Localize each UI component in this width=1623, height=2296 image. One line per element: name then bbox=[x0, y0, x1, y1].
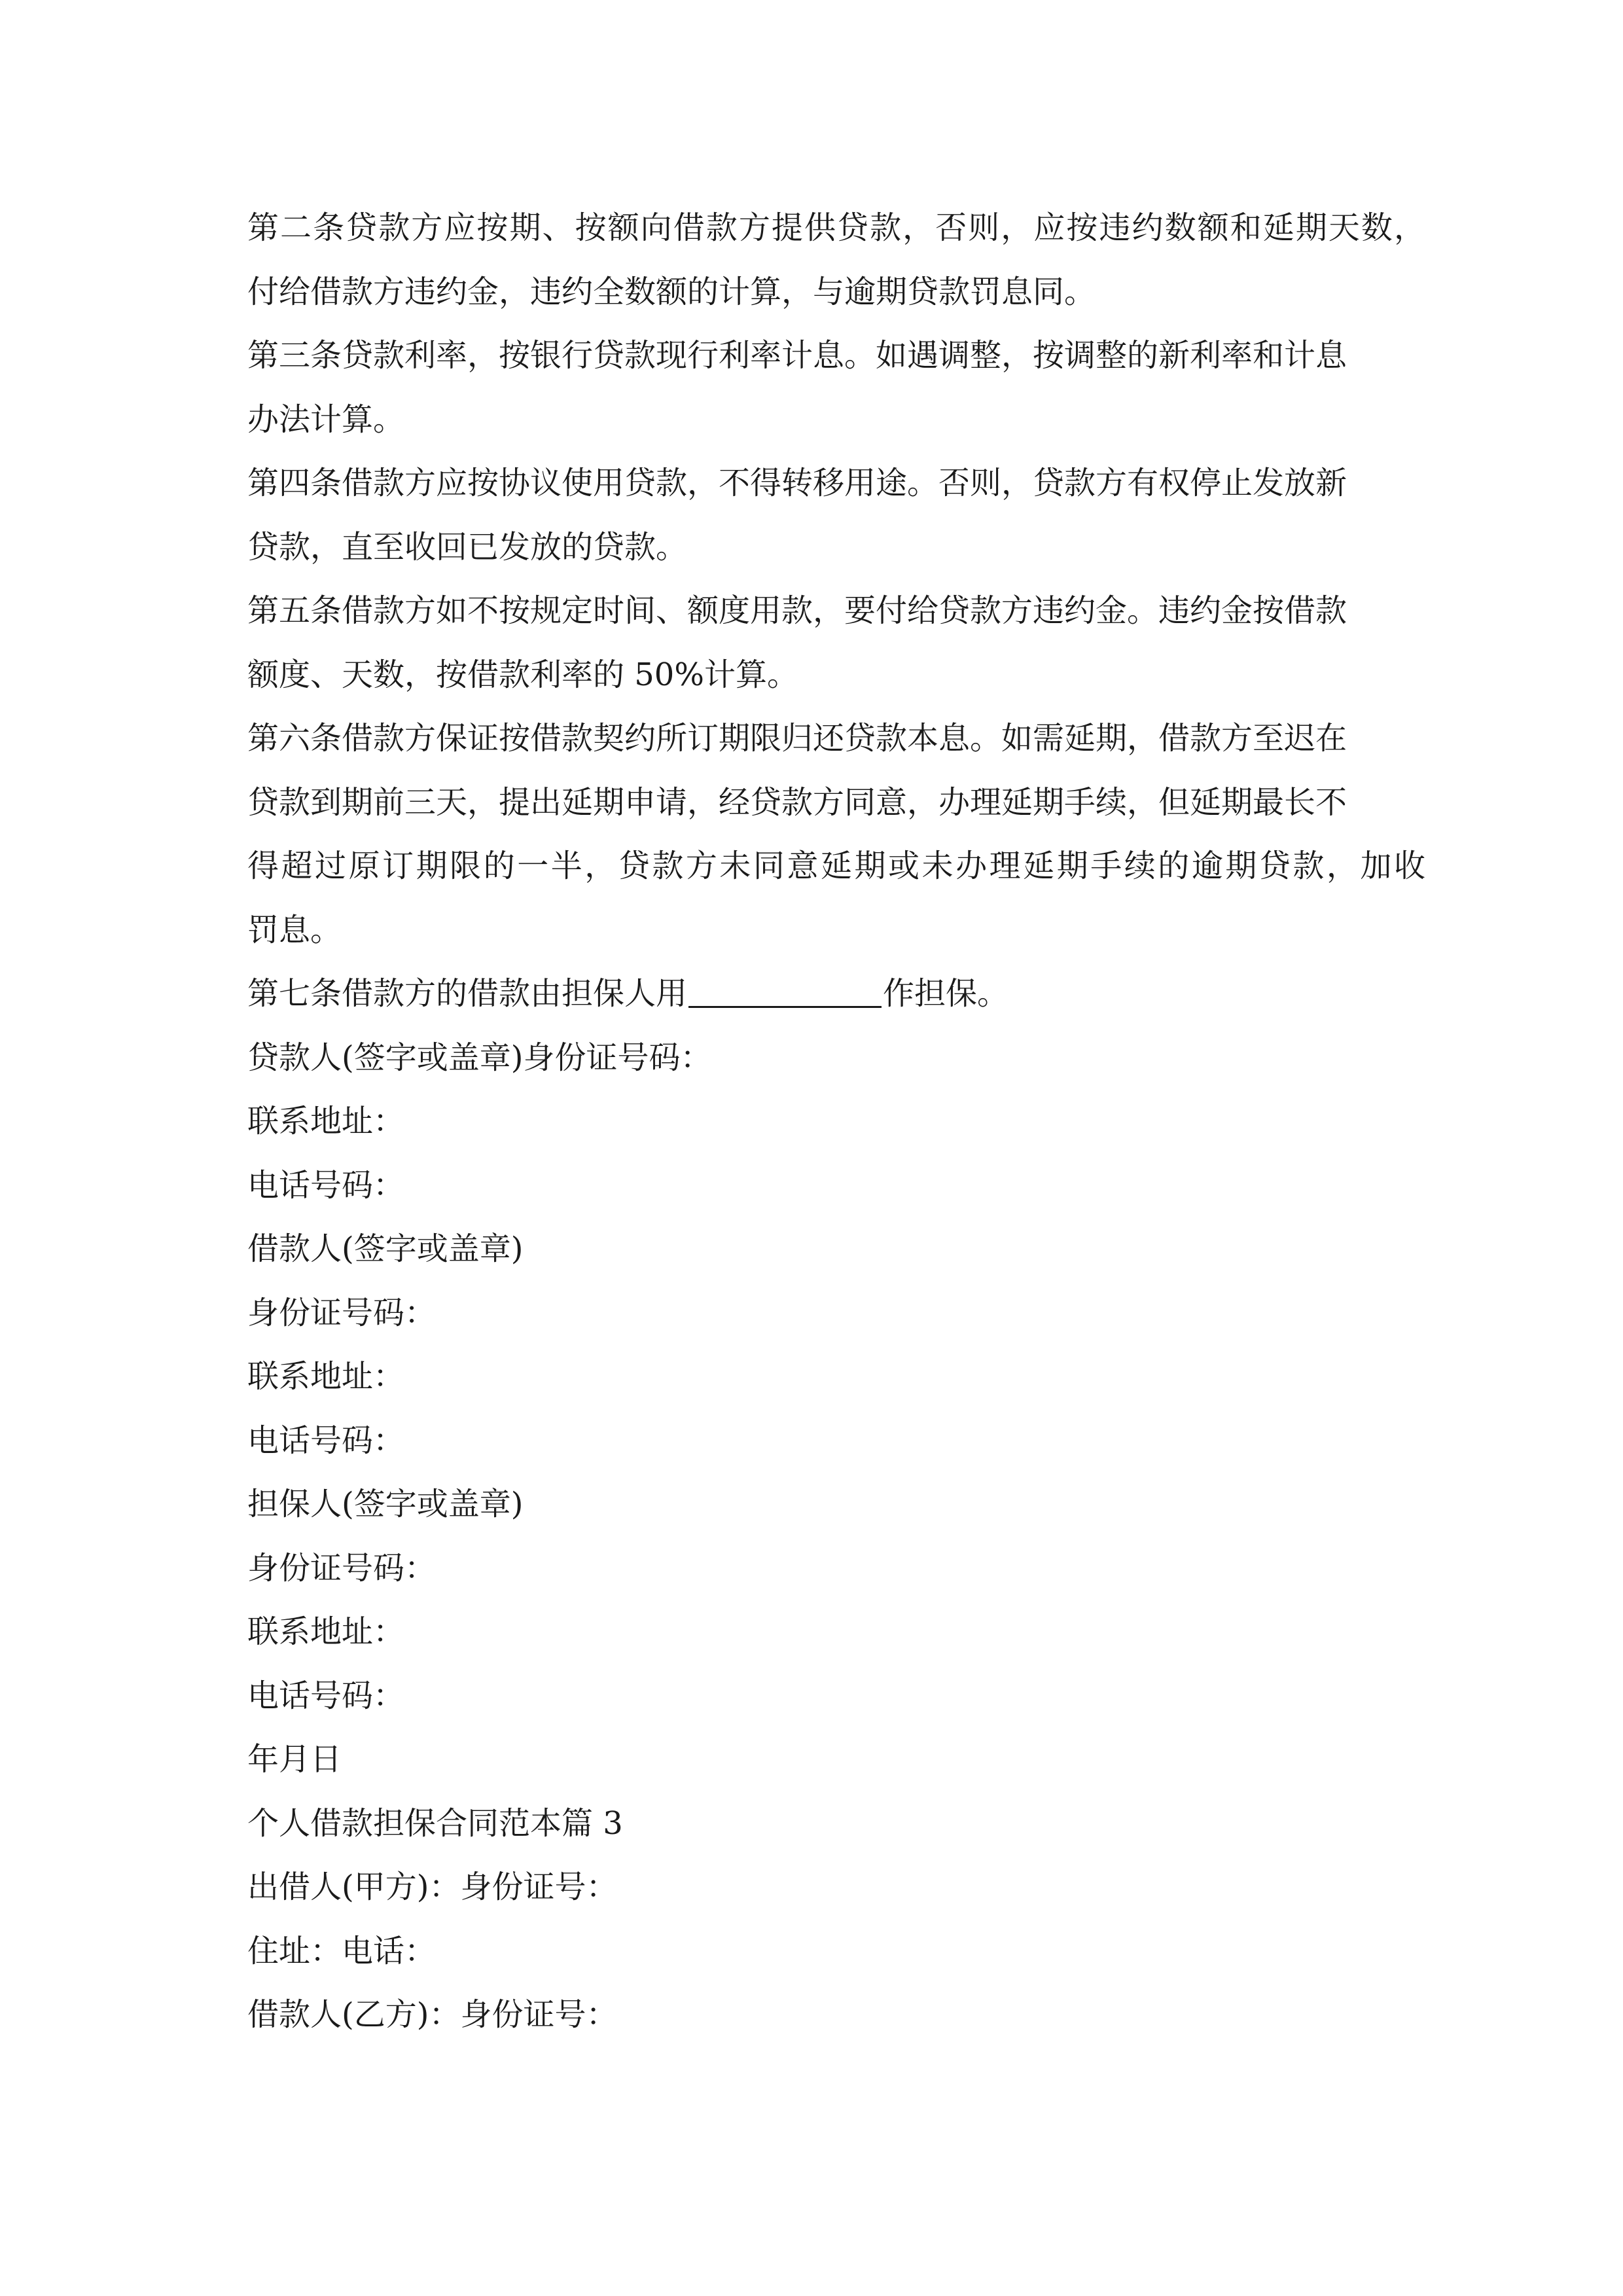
guarantor-phone: 电话号码： bbox=[247, 1677, 405, 1714]
article-3-line-1: 第三条贷款利率，按银行贷款现行利率计息。如遇调整，按调整的新利率和计息 bbox=[247, 337, 1347, 374]
party-a-address-phone: 住址：电话： bbox=[247, 1932, 437, 1969]
document-page bbox=[247, 196, 1425, 2047]
article-2-line-1: 第二条贷款方应按期、按额向借款方提供贷款，否则，应按违约数额和延期天数， bbox=[247, 209, 1425, 246]
article-6-line-1: 第六条借款方保证按借款契约所订期限归还贷款本息。如需延期，借款方至迟在 bbox=[247, 720, 1347, 757]
borrower-id: 身份证号码： bbox=[247, 1294, 437, 1331]
article-3-line-2: 办法计算。 bbox=[247, 401, 405, 438]
article-4-line-2: 贷款，直至收回已发放的贷款。 bbox=[247, 528, 688, 565]
lender-address: 联系地址： bbox=[247, 1103, 405, 1139]
article-6-line-3: 得超过原订期限的一半，贷款方未同意延期或未办理延期手续的逾期贷款，加收 bbox=[247, 848, 1425, 884]
borrower-phone: 电话号码： bbox=[247, 1422, 405, 1459]
article-4-line-1: 第四条借款方应按协议使用贷款，不得转移用途。否则，贷款方有权停止发放新 bbox=[247, 465, 1347, 501]
article-5-line-2: 额度、天数，按借款利率的 50%计算。 bbox=[247, 656, 798, 693]
section-title: 个人借款担保合同范本篇 3 bbox=[247, 1804, 623, 1842]
guarantor-signature: 担保人(签字或盖章) bbox=[247, 1486, 524, 1522]
lender-phone: 电话号码： bbox=[247, 1166, 405, 1204]
article-7-line bbox=[247, 962, 1425, 1026]
guarantor-id: 身份证号码： bbox=[247, 1549, 437, 1587]
borrower-address: 联系地址： bbox=[247, 1358, 405, 1395]
article-2-line-2: 付给借款方违约金，违约全数额的计算，与逾期贷款罚息同。 bbox=[247, 273, 1096, 310]
party-b-line: 借款人(乙方)：身份证号： bbox=[247, 1996, 618, 2033]
article-5-line-1: 第五条借款方如不按规定时间、额度用款，要付给贷款方违约金。违约金按借款 bbox=[247, 592, 1347, 629]
party-a-line: 出借人(甲方)：身份证号： bbox=[247, 1869, 618, 1905]
article-6-line-2: 贷款到期前三天，提出延期申请，经贷款方同意，办理延期手续，但延期最长不 bbox=[247, 783, 1347, 821]
article-7-suffix: 作担保。 bbox=[883, 975, 1009, 1012]
borrower-signature: 借款人(签字或盖章) bbox=[247, 1230, 524, 1267]
guarantor-address: 联系地址： bbox=[247, 1613, 405, 1650]
date-line: 年月日 bbox=[247, 1741, 342, 1778]
article-6-line-4: 罚息。 bbox=[247, 911, 342, 948]
lender-signature-id: 贷款人(签字或盖章)身份证号码： bbox=[247, 1039, 712, 1076]
article-7-prefix: 第七条借款方的借款由担保人用 bbox=[247, 975, 688, 1012]
guarantee-blank bbox=[688, 980, 882, 1008]
